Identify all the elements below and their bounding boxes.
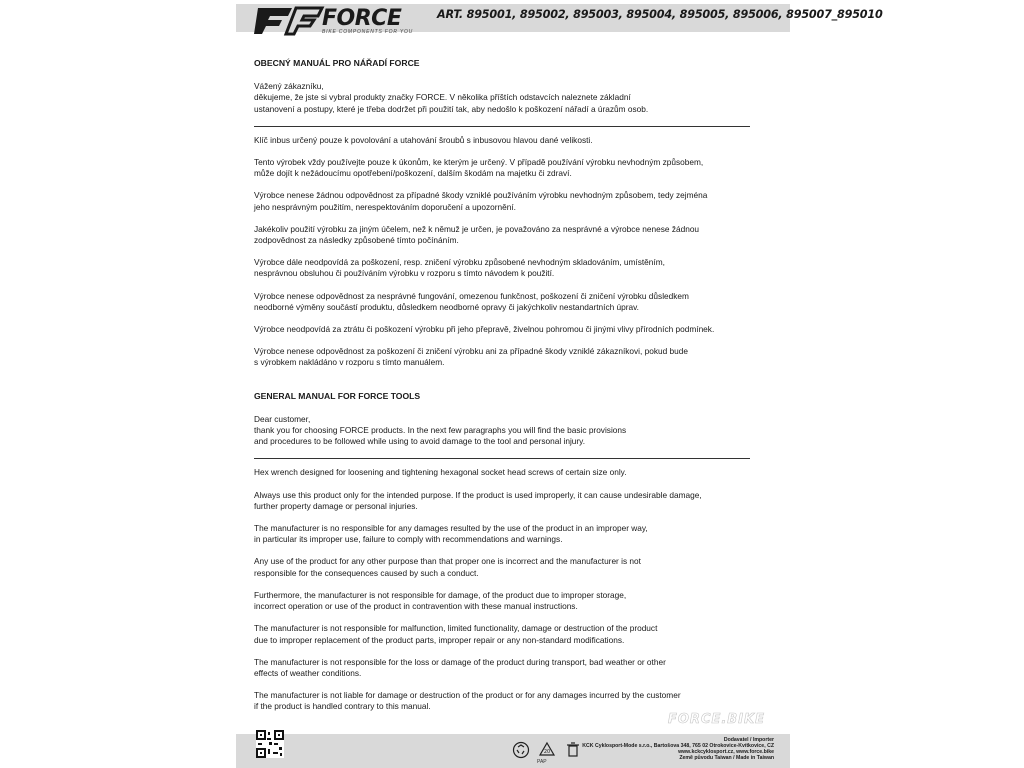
english-paragraph: Any use of the product for any other purpose than that proper one is incorrect and the manufacturer is not responsible for the consequences caused by such a conduct.	[254, 556, 641, 578]
recycling-icons	[512, 741, 582, 759]
english-paragraph: Always use this product only for the intended purpose. If the product is used improperly, it can cause undesirable damage, further property damage or personal injuries.	[254, 489, 702, 511]
importer-line: KCK Cyklosport-Mode s.r.o., Bartošova 348, 765 02 Otrokovice-Kvítkovice, CZ	[582, 743, 774, 750]
pap-label: PAP	[537, 759, 547, 765]
importer-line: Země původu Taiwan / Made in Taiwan	[679, 755, 774, 762]
brand-name: FORCE	[322, 6, 402, 31]
czech-paragraph: Výrobce nenese žádnou odpovědnost za případné škody vzniklé používáním výrobku nevhodným způsobem, tedy zejména jeho nesprávným použitím, nerespektováním doporučení a upozornění.	[254, 190, 708, 212]
divider	[254, 126, 750, 127]
czech-paragraph: Tento výrobek vždy používejte pouze k úkonům, ke kterým je určený. V případě používání výrobku nevhodným způsobem, může dojít k nežádoucímu opotřebení/poškození, dalším škodám na majetku či zdraví.	[254, 157, 704, 179]
english-paragraph: The manufacturer is not responsible for the loss or damage of the product during transport, bad weather or other effects of weather conditions.	[254, 656, 666, 678]
czech-paragraph: Výrobce neodpovídá za ztrátu či poškození výrobku při jeho přepravě, živelnou pohromou či jinými vlivy přírodních podmínek.	[254, 324, 715, 335]
brand-tagline: BIKE COMPONENTS FOR YOU	[322, 29, 414, 35]
recycle-icon	[512, 741, 530, 759]
english-paragraph: Hex wrench designed for loosening and tightening hexagonal socket head screws of certain size only.	[254, 467, 627, 478]
importer-line: www.kckcyklosport.cz, www.force.bike	[678, 749, 774, 756]
importer-info	[582, 737, 774, 761]
czech-paragraph: Výrobce nenese odpovědnost za nesprávné fungování, omezenou funkčnost, poškození či zničení výrobku důsledkem neodborné výměny součástí produktu, důsledkem neodborné opravy či jakýchkoliv nestandartních úprav.	[254, 290, 689, 312]
czech-paragraph: Jakékoliv použití výrobku za jiným účelem, než k němuž je určen, je považováno za nesprávné a výrobce nenese žádnou zodpovědnost za následky způsobené tímto počínáním.	[254, 223, 700, 246]
english-paragraph: The manufacturer is no responsible for any damages resulted by the use of the product in an improper way, in particular its improper use, failure to comply with recommendations and warnings.	[254, 523, 648, 545]
english-intro: Dear customer, thank you for choosing FORCE products. In the next few paragraphs you will find the basic provisions and procedures to be followed while using to avoid damage to the tool and personal injury.	[254, 413, 627, 447]
trash-bin-icon	[564, 741, 582, 759]
english-paragraph: Furthermore, the manufacturer is not responsible for damage, of the product due to improper storage, incorrect operation or use of the product in contravention with these manual instructions.	[254, 589, 627, 612]
pap-recycling-triangle-icon	[538, 741, 556, 759]
english-paragraph: The manufacturer is not responsible for malfunction, limited functionality, damage or destruction of the product due to improper replacement of the product parts, improper repair or any non-standard modifications.	[254, 623, 658, 645]
czech-intro: Vážený zákazníku, děkujeme, že jste si vybral produkty značky FORCE. V několika příštích odstavcích naleznete základní ustanovení a postupy, které je třeba dodržet při použití tak, aby nedošlo k poškození nářadí a úrazům osob.	[254, 81, 649, 114]
svg-text:20: 20	[543, 749, 551, 755]
article-numbers: ART. 895001, 895002, 895003, 895004, 895005, 895006, 895007_895010	[437, 8, 883, 21]
english-paragraph: The manufacturer is not liable for damage or destruction of the product or for any damages incurred by the customer if the product is handled contrary to this manual.	[254, 690, 681, 712]
czech-section-title: OBECNÝ MANUÁL PRO NÁŘADÍ FORCE	[254, 58, 420, 68]
importer-line: Dodavatel / Importer	[723, 737, 774, 743]
qr-code-icon	[256, 730, 284, 758]
force-bike-watermark: FORCE.BIKE	[668, 712, 766, 727]
manual-content	[254, 48, 754, 724]
divider	[254, 458, 750, 459]
czech-paragraph: Výrobce nenese odpovědnost za poškození či zničení výrobku ani za případné škody vzniklé zákazníkovi, pokud bude s výrobkem nakládáno v rozporu s tímto manuálem.	[254, 346, 689, 368]
czech-paragraph: Výrobce dále neodpovídá za poškození, resp. zničení výrobku způsobené nevhodným skladováním, umístěním, nesprávnou obsluhou či používáním výrobku v rozporu s tímto návodem k použití.	[254, 257, 665, 279]
czech-paragraph: Klíč inbus určený pouze k povolování a utahování šroubů s inbusovou hlavou dané velikosti.	[254, 134, 593, 145]
english-section-title: GENERAL MANUAL FOR FORCE TOOLS	[254, 390, 421, 401]
